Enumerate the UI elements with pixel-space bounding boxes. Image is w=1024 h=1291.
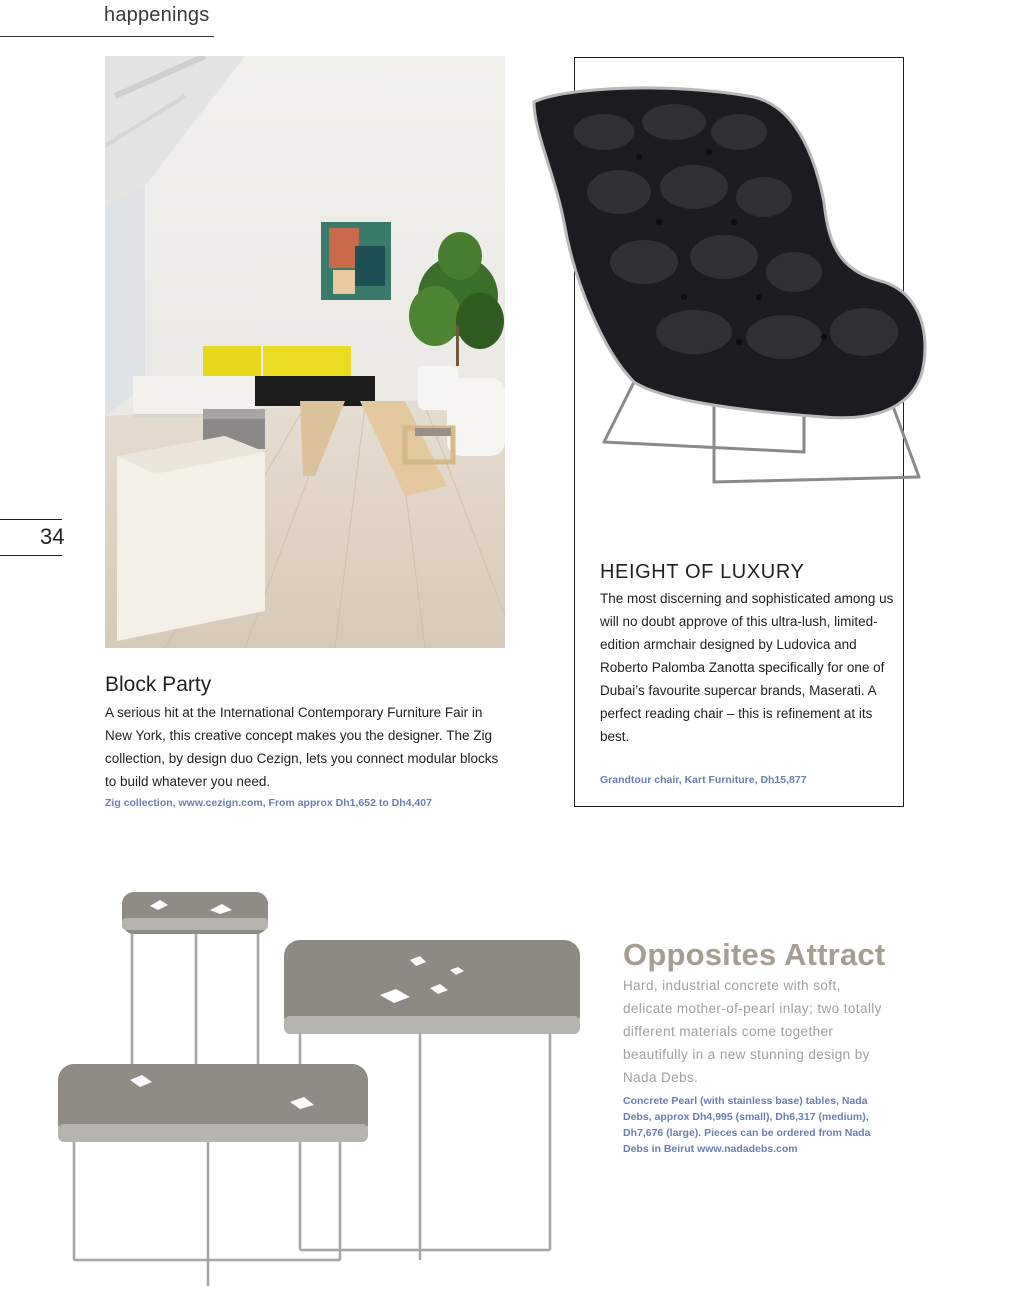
page-number-rule-bottom	[0, 555, 62, 556]
block-party-caption: Zig collection, www.cezign.com, From approx Dh1,652 to Dh4,407	[105, 797, 432, 809]
block-party-body: A serious hit at the International Contemporary Furniture Fair in New York, this creative concept makes you the designer. The Zig collection, by design duo Cezign, lets you connect modular blocks to build whatever you need.	[105, 705, 499, 789]
page-number-rule-top	[0, 519, 62, 520]
luxury-title: HEIGHT OF LUXURY	[600, 561, 805, 583]
opposites-title: Opposites Attract	[623, 937, 886, 972]
luxury-body: The most discerning and sophisticated among us will no doubt approve of this ultra-lush, limited-edition armchair designed by Ludovica and Roberto Palomba Zanotta specifically for one of Dubai’s favourite supercar brands, Maserati. A perfect reading chair – this is refinement at its best.	[600, 591, 894, 744]
opposites-body: Hard, industrial concrete with soft, delicate mother-of-pearl inlay; two totally different materials come together beautifully in a new stunning design by Nada Debs.	[623, 978, 882, 1085]
block-party-title: Block Party	[105, 673, 212, 696]
header-divider	[0, 36, 214, 37]
concrete-tables-photo	[0, 820, 620, 1286]
section-label: happenings	[104, 4, 210, 26]
living-room-photo	[105, 56, 505, 648]
page-number: 34	[40, 524, 65, 549]
opposites-caption: Concrete Pearl (with stainless base) tables, Nada Debs, approx Dh4,995 (small), Dh6,317 (medium), Dh7,676 (large). Pieces can be ordered from Nada Debs in Beirut www.nadadebs.com	[623, 1095, 871, 1155]
armchair-photo	[524, 82, 936, 492]
luxury-caption: Grandtour chair, Kart Furniture, Dh15,877	[600, 774, 807, 786]
